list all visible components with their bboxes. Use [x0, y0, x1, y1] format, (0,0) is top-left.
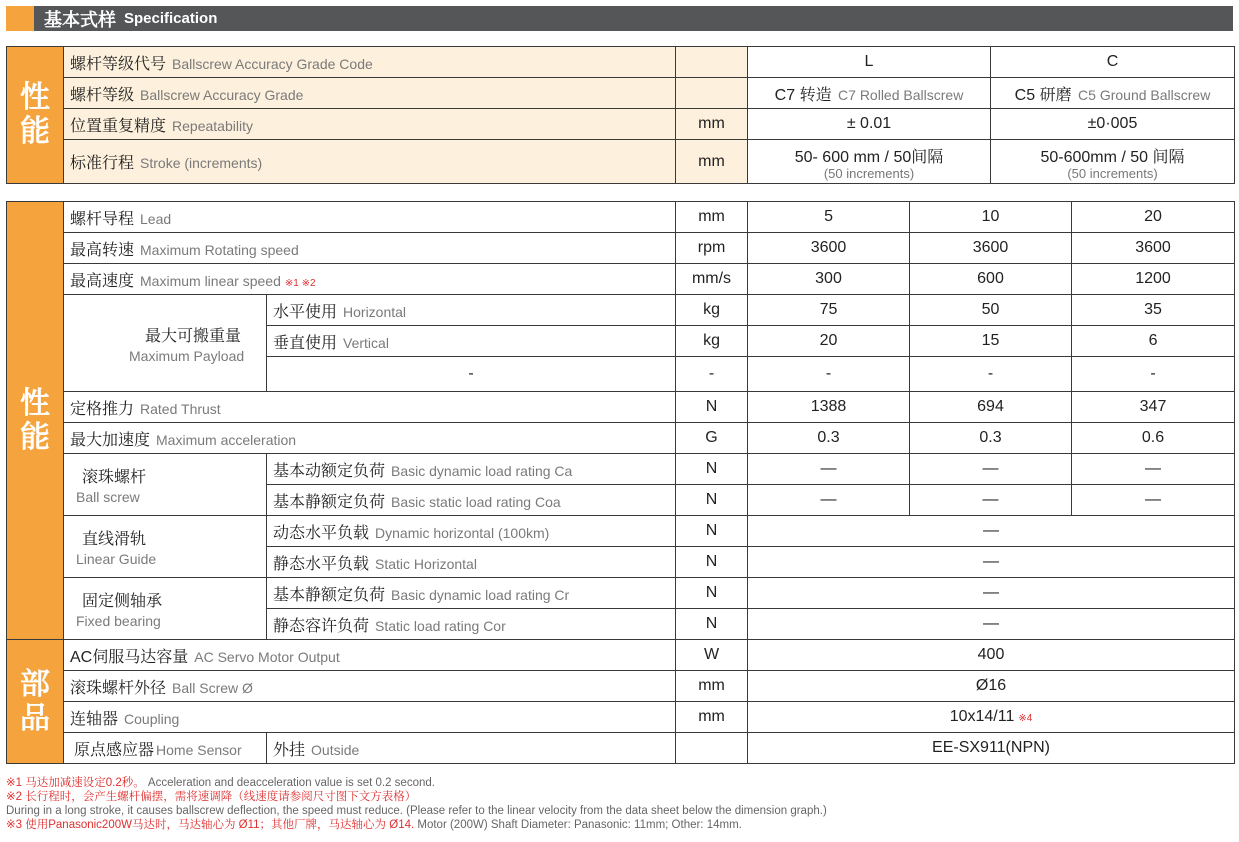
lead-value: 20 — [1072, 202, 1235, 233]
payload-blank-label: - — [267, 357, 676, 392]
bearing-dyn-label: 基本静额定负荷 Basic dynamic load rating Cr — [267, 578, 676, 609]
guide-dyn-label: 动态水平负载 Dynamic horizontal (100km) — [267, 516, 676, 547]
motor-value: 400 — [748, 640, 1235, 671]
speed-label: 最高速度 Maximum linear speed ※1 ※2 — [64, 264, 676, 295]
payload-v-value: 20 — [748, 326, 910, 357]
payload-label: 最大可搬重量 Maximum Payload — [64, 295, 267, 392]
rot-label: 最高转速 Maximum Rotating speed — [64, 233, 676, 264]
unit-cell: kg — [676, 326, 748, 357]
unit-cell: - — [676, 357, 748, 392]
footnote-2: ※2 长行程时，会产生螺杆偏摆，需将速调降（线速度请参阅尺寸图下文方表格） — [6, 791, 417, 803]
unit-cell — [676, 47, 748, 78]
speed-value: 1200 — [1072, 264, 1235, 295]
side-label-parts: 部品 — [7, 640, 64, 764]
unit-cell — [676, 733, 748, 764]
unit-cell: kg — [676, 295, 748, 326]
accel-value: 0.3 — [910, 423, 1072, 454]
sensor-sub-label: 外挂 Outside — [267, 733, 676, 764]
row-repeatability-label: 位置重复精度 Repeatability — [64, 109, 676, 140]
header-title-cn: 基本式样 — [44, 9, 116, 30]
footnote-3: ※3 使用Panasonic200W马达时，马达轴心为 Ø11；其他厂牌，马达轴心为 Ø14. Motor (200W) Shaft Diameter: Panasonic: 11mm; Other: 14mm. — [6, 819, 742, 831]
payload-blank-value: - — [748, 357, 910, 392]
unit-cell: mm — [676, 671, 748, 702]
thrust-value: 694 — [910, 392, 1072, 423]
unit-cell — [676, 78, 748, 109]
rot-value: 3600 — [910, 233, 1072, 264]
screw-dia-value: Ø16 — [748, 671, 1235, 702]
thrust-value: 1388 — [748, 392, 910, 423]
ballscrew-stat-value: — — [748, 485, 910, 516]
ballscrew-dyn-value: — — [1072, 454, 1235, 485]
lead-value: 10 — [910, 202, 1072, 233]
unit-cell: mm — [676, 140, 748, 184]
bearing-stat-label: 静态容许负荷 Static load rating Cor — [267, 609, 676, 640]
bearing-dyn-value: — — [748, 578, 1235, 609]
footnote-2-en: During in a long stroke, it causes ballscrew deflection, the speed must reduce. (Please refer to the linear velocity from the data sheet below the dimension graph.) — [6, 805, 827, 817]
footnote-1: ※1 马达加减速设定0.2秒。 Acceleration and deacceleration value is set 0.2 second. — [6, 777, 435, 789]
unit-cell: N — [676, 392, 748, 423]
unit-cell: N — [676, 516, 748, 547]
guide-dyn-value: — — [748, 516, 1235, 547]
unit-cell: mm — [676, 202, 748, 233]
side-label-performance: 性能 — [7, 47, 64, 184]
ballscrew-stat-label: 基本静额定负荷 Basic static load rating Coa — [267, 485, 676, 516]
guide-stat-value: — — [748, 547, 1235, 578]
payload-h-value: 35 — [1072, 295, 1235, 326]
header-title-en: Specification — [124, 10, 218, 27]
lead-value: 5 — [748, 202, 910, 233]
ballscrew-stat-value: — — [910, 485, 1072, 516]
unit-cell: rpm — [676, 233, 748, 264]
unit-cell: G — [676, 423, 748, 454]
unit-cell: N — [676, 454, 748, 485]
sensor-label: 原点感应器 Home Sensor — [64, 733, 267, 764]
payload-vertical-label: 垂直使用 Vertical — [267, 326, 676, 357]
grade-rolled: C7 转造 C7 Rolled Ballscrew — [748, 78, 991, 109]
payload-h-value: 75 — [748, 295, 910, 326]
row-grade-code-label: 螺杆等级代号 Ballscrew Accuracy Grade Code — [64, 47, 676, 78]
ballscrew-label: 滚珠螺杆 Ball screw — [64, 454, 267, 516]
unit-cell: W — [676, 640, 748, 671]
stroke-L: 50- 600 mm / 50间隔 (50 increments) — [748, 140, 991, 184]
payload-v-value: 15 — [910, 326, 1072, 357]
speed-value: 600 — [910, 264, 1072, 295]
unit-cell: N — [676, 578, 748, 609]
payload-v-value: 6 — [1072, 326, 1235, 357]
unit-cell: mm — [676, 109, 748, 140]
sensor-value: EE-SX911(NPN) — [748, 733, 1235, 764]
bearing-label: 固定侧轴承 Fixed bearing — [64, 578, 267, 640]
unit-cell: mm/s — [676, 264, 748, 295]
thrust-value: 347 — [1072, 392, 1235, 423]
grade-code-L: L — [748, 47, 991, 78]
guide-stat-label: 静态水平负载 Static Horizontal — [267, 547, 676, 578]
side-label-performance-2: 性能 — [7, 202, 64, 640]
spec-table — [6, 201, 1235, 764]
rot-value: 3600 — [748, 233, 910, 264]
accel-value: 0.6 — [1072, 423, 1235, 454]
thrust-label: 定格推力 Rated Thrust — [64, 392, 676, 423]
section-header — [6, 6, 1233, 31]
motor-label: AC伺服马达容量 AC Servo Motor Output — [64, 640, 676, 671]
coupling-label: 连轴器 Coupling — [64, 702, 676, 733]
header-accent — [6, 6, 34, 31]
speed-value: 300 — [748, 264, 910, 295]
bearing-stat-value: — — [748, 609, 1235, 640]
payload-blank-value: - — [1072, 357, 1235, 392]
grade-table — [6, 46, 1235, 184]
rot-value: 3600 — [1072, 233, 1235, 264]
ballscrew-dyn-label: 基本动额定负荷 Basic dynamic load rating Ca — [267, 454, 676, 485]
coupling-value: 10x14/11 ※4 — [748, 702, 1235, 733]
row-grade-label: 螺杆等级 Ballscrew Accuracy Grade — [64, 78, 676, 109]
ballscrew-dyn-value: — — [748, 454, 910, 485]
repeatability-L: ± 0.01 — [748, 109, 991, 140]
stroke-C: 50-600mm / 50 间隔 (50 increments) — [991, 140, 1235, 184]
grade-code-C: C — [991, 47, 1235, 78]
repeatability-C: ±0·005 — [991, 109, 1235, 140]
lead-label: 螺杆导程 Lead — [64, 202, 676, 233]
ballscrew-stat-value: — — [1072, 485, 1235, 516]
row-stroke-label: 标准行程 Stroke (increments) — [64, 140, 676, 184]
footnotes — [6, 776, 1236, 832]
unit-cell: N — [676, 485, 748, 516]
grade-ground: C5 研磨 C5 Ground Ballscrew — [991, 78, 1235, 109]
screw-dia-label: 滚珠螺杆外径 Ball Screw Ø — [64, 671, 676, 702]
unit-cell: mm — [676, 702, 748, 733]
ballscrew-dyn-value: — — [910, 454, 1072, 485]
guide-label: 直线滑轨 Linear Guide — [64, 516, 267, 578]
unit-cell: N — [676, 547, 748, 578]
accel-value: 0.3 — [748, 423, 910, 454]
payload-h-value: 50 — [910, 295, 1072, 326]
payload-blank-value: - — [910, 357, 1072, 392]
payload-horizontal-label: 水平使用 Horizontal — [267, 295, 676, 326]
accel-label: 最大加速度 Maximum acceleration — [64, 423, 676, 454]
unit-cell: N — [676, 609, 748, 640]
